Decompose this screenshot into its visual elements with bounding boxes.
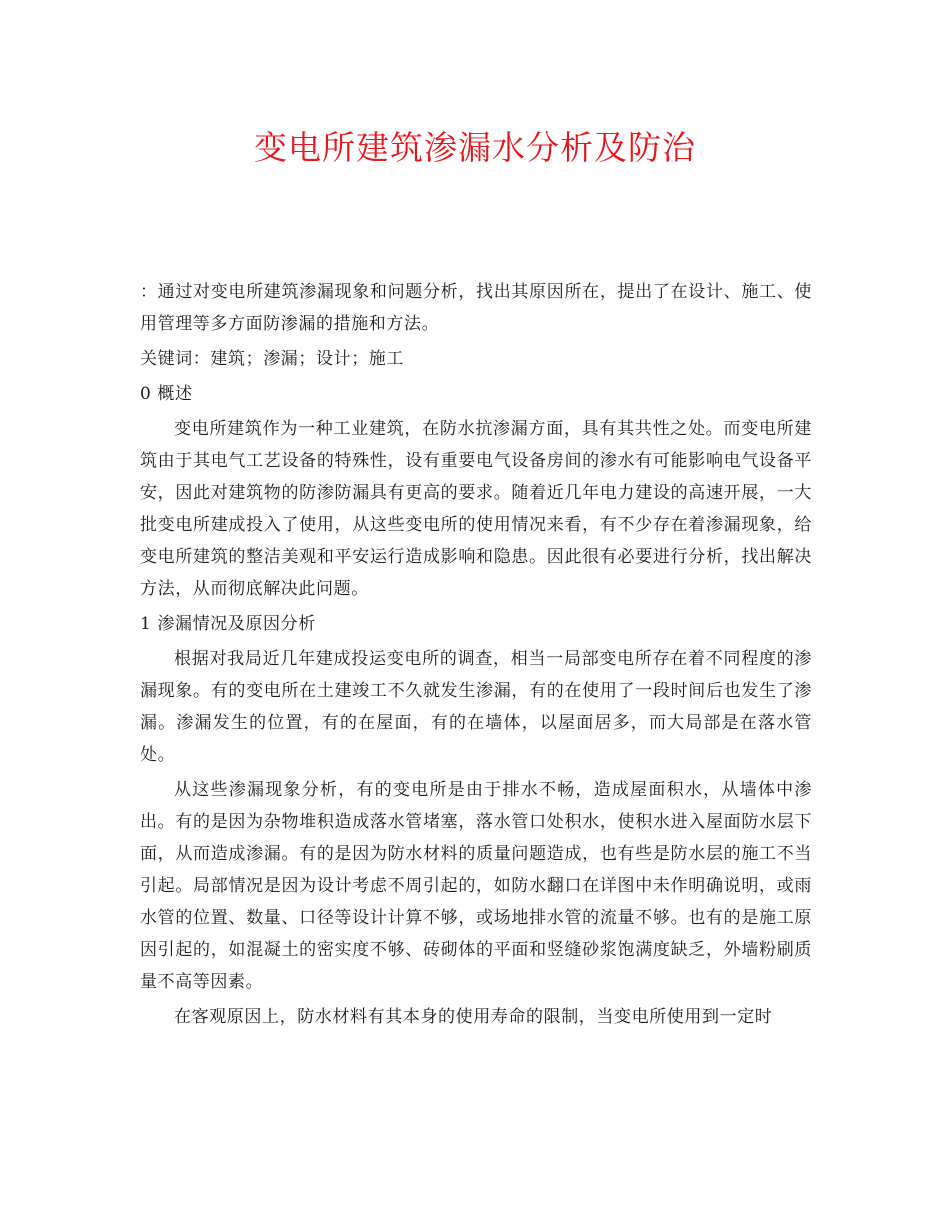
keywords-line: 关键词：建筑；渗漏；设计；施工 [140,349,404,369]
paragraph: 在客观原因上，防水材料有其本身的使用寿命的限制，当变电所使用到一定时 [174,1007,773,1027]
section-heading-leakage-analysis: 1 渗漏情况及原因分析 [140,614,316,634]
abstract-paragraph: ：通过对变电所建筑渗漏现象和问题分析，找出其原因所在，提出了在设计、施工、使用管理等多方面防渗漏的措施和方法。 [140,282,812,334]
paragraph: 变电所建筑作为一种工业建筑，在防水抗渗漏方面，具有其共性之处。而变电所建筑由于其电气工艺设备的特殊性，设有重要电气设备房间的渗水有可能影响电气设备平安，因此对建筑物的防渗防漏具有更高的要求。随着近几年电力建设的高速开展，一大批变电所建成投入了使用，从这些变电所的使用情况来看，有不少存在着渗漏现象，给变电所建筑的整洁美观和平安运行造成影响和隐患。因此很有必要进行分析，找出解决方法，从而彻底解决此问题。 [140,419,812,599]
document-body [140,276,812,1033]
document-title: 变电所建筑渗漏水分析及防治 [254,128,696,167]
paragraph: 根据对我局近几年建成投运变电所的调查，相当一局部变电所存在着不同程度的渗漏现象。有的变电所在土建竣工不久就发生渗漏，有的在使用了一段时间后也发生了渗漏。渗漏发生的位置，有的在屋面，有的在墙体，以屋面居多，而大局部是在落水管处。 [140,649,812,765]
section-heading-overview: 0 概述 [140,384,193,404]
paragraph: 从这些渗漏现象分析，有的变电所是由于排水不畅，造成屋面积水，从墙体中渗出。有的是因为杂物堆积造成落水管堵塞，落水管口处积水，使积水进入屋面防水层下面，从而造成渗漏。有的是因为防水材料的质量问题造成，也有些是防水层的施工不当引起。局部情况是因为设计考虑不周引起的，如防水翻口在详图中未作明确说明，或雨水管的位置、数量、口径等设计计算不够，或场地排水管的流量不够。也有的是施工原因引起的，如混凝土的密实度不够、砖砌体的平面和竖缝砂浆饱满度缺乏，外墙粉刷质量不高等因素。 [140,780,812,992]
